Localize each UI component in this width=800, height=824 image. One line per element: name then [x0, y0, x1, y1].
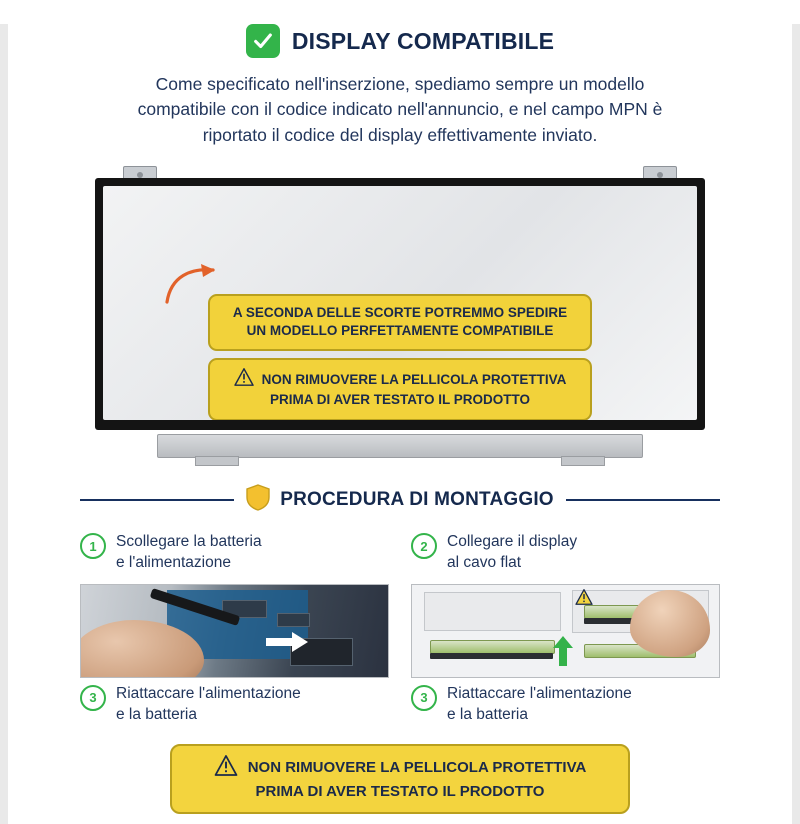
step-3-left-line2: e la batteria: [116, 705, 197, 723]
step-2-line2: al cavo flat: [447, 554, 522, 572]
step-3-right-line2: e la batteria: [447, 705, 528, 723]
left-rail: [0, 24, 8, 824]
divider-left: [80, 499, 234, 501]
procedure-section-header: [80, 484, 720, 516]
warning-triangle-icon: [575, 589, 593, 610]
step-1-photo: [80, 584, 389, 678]
right-rail: [792, 24, 800, 824]
step-1: [80, 532, 389, 574]
motherboard-chip: [277, 613, 310, 628]
green-up-arrow-icon: [553, 636, 573, 671]
compatibility-callout-line1: A SECONDA DELLE SCORTE POTREMMO SPEDIRE: [232, 305, 568, 321]
step-1-text: [116, 532, 262, 574]
step-3-left-number: 3: [80, 685, 106, 711]
step-2-line1: Collegare il display: [447, 533, 578, 551]
procedure-steps: [80, 532, 720, 726]
film-warning-line1: NON RIMUOVERE LA PELLICOLA PROTETTIVA: [261, 371, 567, 387]
step-2: [411, 532, 720, 574]
panel-foot-left: [195, 456, 239, 466]
step-3-left-line1: Riattaccare l'alimentazione: [116, 684, 301, 702]
warning-triangle-icon: [234, 368, 254, 391]
film-warning-callout: [208, 358, 592, 420]
step-2-number: 2: [411, 533, 437, 559]
step-1-number: 1: [80, 533, 106, 559]
footer-warning-banner: [170, 744, 630, 815]
white-arrow-icon: [266, 632, 308, 657]
header: [8, 24, 792, 58]
step-1-line2: e l'alimentazione: [116, 554, 231, 572]
intro-paragraph: Come specificato nell'inserzione, spediamo sempre un modello compatibile con il codice indicato nell'annuncio, e nel campo MPN è riportato il codice del display effettivamente inviato.: [137, 74, 663, 145]
page-title: DISPLAY COMPATIBILE: [291, 27, 555, 54]
footer-warning-line1: NON RIMUOVERE LA PELLICOLA PROTETTIVA: [247, 759, 587, 776]
lcd-panel: [95, 178, 705, 430]
divider-right: [566, 499, 720, 501]
step-3-right: [411, 684, 720, 726]
connector-socket: [430, 653, 553, 659]
panel-foot-right: [561, 456, 605, 466]
step-2-photo: [411, 584, 720, 678]
connector-panel-left: [424, 592, 561, 631]
flat-cable-strip: [430, 640, 555, 654]
display-illustration: [85, 166, 715, 466]
panel-bottom-bezel: [157, 434, 643, 458]
hand: [630, 590, 710, 656]
warning-triangle-icon: [214, 755, 238, 782]
step-2-text: [447, 532, 577, 574]
step-3-left-text: [116, 684, 301, 726]
step-1-line1: Scollegare la batteria: [116, 533, 262, 551]
compatibility-callout-line2: UN MODELLO PERFETTAMENTE COMPATIBILE: [246, 323, 554, 339]
infographic-page: [0, 24, 800, 824]
shield-icon: [246, 484, 270, 516]
check-square-icon: [246, 24, 280, 58]
film-warning-line2: PRIMA DI AVER TESTATO IL PRODOTTO: [269, 392, 530, 408]
lcd-screen-surface: [103, 186, 697, 420]
footer-warning-line2: PRIMA DI AVER TESTATO IL PRODOTTO: [255, 782, 545, 800]
procedure-title: PROCEDURA DI MONTAGGIO: [280, 489, 554, 511]
compatibility-callout: [208, 294, 592, 350]
step-3-right-text: [447, 684, 632, 726]
step-3-right-number: 3: [411, 685, 437, 711]
step-3-left: [80, 684, 389, 726]
step-3-right-line1: Riattaccare l'alimentazione: [447, 684, 632, 702]
